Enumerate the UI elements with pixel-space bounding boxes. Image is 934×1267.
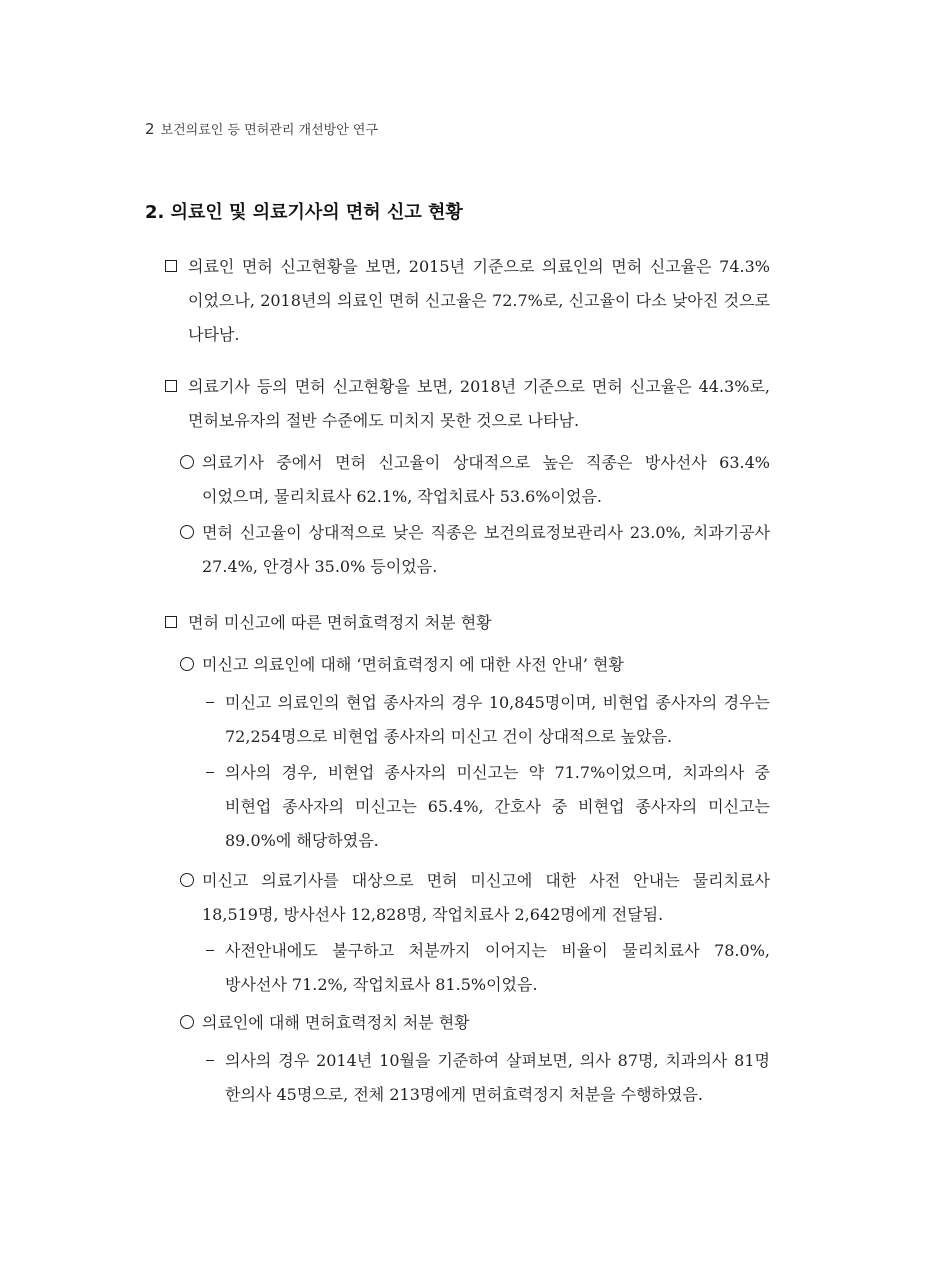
circle-bullet-icon (178, 516, 202, 550)
item-text: 의료기사 중에서 면허 신고율이 상대적으로 높은 직종은 방사선사 63.4%이었으며, 물리치료사 62.1%, 작업치료사 53.6%이었음. (202, 453, 770, 506)
dash-bullet-icon (201, 1044, 225, 1078)
list-item-dash (201, 934, 770, 1002)
circle-bullet-icon (178, 648, 202, 682)
list-item-square (160, 606, 770, 640)
item-text: 미신고 의료인에 대해 ‘면허효력정지 에 대한 사전 안내’ 현황 (202, 655, 624, 674)
list-item-circle (178, 1006, 770, 1040)
list-item-square (160, 250, 770, 352)
list-item-dash (201, 756, 770, 858)
list-item-square (160, 370, 770, 438)
list-item-circle (178, 864, 770, 932)
item-text: 면허 미신고에 따른 면허효력정지 처분 현황 (188, 613, 492, 632)
item-text: 의사의 경우 2014년 10월을 기준하여 살펴보면, 의사 87명, 치과의사 81명 한의사 45명으로, 전체 213명에게 면허효력정지 처분을 수행하였음. (225, 1051, 770, 1104)
item-text: 미신고 의료기사를 대상으로 면허 미신고에 대한 사전 안내는 물리치료사 18,519명, 방사선사 12,828명, 작업치료사 2,642명에게 전달됨. (202, 871, 770, 924)
dash-bullet-icon (201, 934, 225, 968)
list-item-circle (178, 446, 770, 514)
list-item-circle (178, 648, 770, 682)
item-text: 의료기사 등의 면허 신고현황을 보면, 2018년 기준으로 면허 신고율은 44.3%로, 면허보유자의 절반 수준에도 미치지 못한 것으로 나타남. (188, 377, 770, 430)
item-text: 사전안내에도 불구하고 처분까지 이어지는 비율이 물리치료사 78.0%, 방사선사 71.2%, 작업치료사 81.5%이었음. (225, 941, 770, 994)
dash-bullet-icon (201, 686, 225, 720)
square-bullet-icon (160, 250, 188, 284)
list-item-circle (178, 516, 770, 584)
circle-bullet-icon (178, 446, 202, 480)
square-bullet-icon (160, 370, 188, 404)
circle-bullet-icon (178, 864, 202, 898)
running-header (145, 119, 378, 138)
item-text: 미신고 의료인의 현업 종사자의 경우 10,845명이며, 비현업 종사자의 경우는 72,254명으로 비현업 종사자의 미신고 건이 상대적으로 높았음. (225, 693, 770, 746)
square-bullet-icon (160, 606, 188, 640)
list-item-dash (201, 1044, 770, 1112)
section-title: 2. 의료인 및 의료기사의 면허 신고 현황 (145, 202, 463, 223)
item-text: 면허 신고율이 상대적으로 낮은 직종은 보건의료정보관리사 23.0%, 치과기공사 27.4%, 안경사 35.0% 등이었음. (202, 523, 770, 576)
dash-bullet-icon (201, 756, 225, 790)
page-number: 2 (145, 120, 155, 138)
running-title: 보건의료인 등 면허관리 개선방안 연구 (160, 123, 379, 138)
item-text: 의사의 경우, 비현업 종사자의 미신고는 약 71.7%이었으며, 치과의사 중 비현업 종사자의 미신고는 65.4%, 간호사 중 비현업 종사자의 미신고는 89.0%에 해당하였음. (225, 763, 770, 850)
circle-bullet-icon (178, 1006, 202, 1040)
list-item-dash (201, 686, 770, 754)
item-text: 의료인에 대해 면허효력정치 처분 현황 (202, 1013, 470, 1032)
item-text: 의료인 면허 신고현황을 보면, 2015년 기준으로 의료인의 면허 신고율은 74.3%이었으나, 2018년의 의료인 면허 신고율은 72.7%로, 신고율이 다소 낮아진 것으로 나타남. (188, 257, 770, 344)
